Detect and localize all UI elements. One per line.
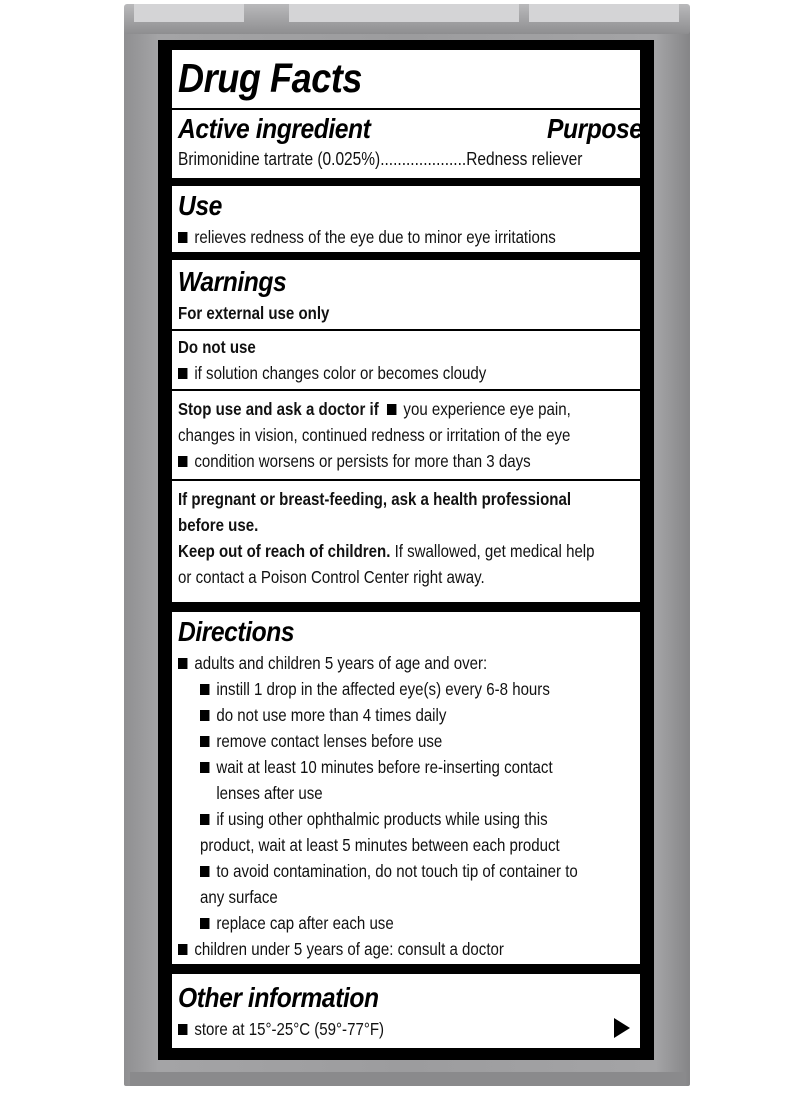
- directions-item-cont: lenses after use: [216, 783, 323, 803]
- pregnant-line-1: If pregnant or breast-feeding, ask a health professional: [178, 489, 572, 509]
- directions-children: children under 5 years of age: consult a doctor: [178, 936, 570, 962]
- directions-item: wait at least 10 minutes before re-inserting contact: [200, 754, 573, 780]
- bullet-square-icon: [178, 232, 187, 243]
- bullet-square-icon: [178, 456, 187, 467]
- directions-adults: adults and children 5 years of age and over:: [178, 650, 570, 676]
- keep-out-line-2: or contact a Poison Control Center right away.: [178, 567, 485, 587]
- active-ingredient-section: [172, 50, 643, 178]
- warnings-section: [172, 260, 640, 602]
- drug-facts-title: Drug Facts: [178, 55, 363, 101]
- bullet-square-icon: [387, 404, 396, 415]
- directions-item: remove contact lenses before use: [200, 728, 573, 754]
- ingredient-leader: ....................: [380, 149, 467, 169]
- warnings-divider-3: [172, 479, 640, 481]
- other-information-section: [172, 974, 640, 1048]
- bullet-square-icon: [178, 658, 187, 669]
- active-ingredient-line: [178, 146, 625, 172]
- warnings-heading: Warnings: [178, 266, 287, 297]
- stop-use-line-2: changes in vision, continued redness or irritation of the eye: [178, 425, 571, 445]
- warnings-divider-2: [172, 389, 640, 391]
- bullet-square-icon: [200, 866, 209, 877]
- stop-use-item-2: condition worsens or persists for more than 3 days: [178, 448, 574, 474]
- carton-bottom: [130, 1072, 686, 1086]
- carton-top: [124, 4, 690, 34]
- carton-flap-right: [529, 4, 679, 22]
- bullet-square-icon: [200, 918, 209, 929]
- do-not-use-heading: Do not use: [178, 337, 256, 357]
- warnings-divider-1: [172, 329, 640, 331]
- directions-item-cont: any surface: [200, 887, 278, 907]
- do-not-use-item: if solution changes color or becomes cloudy: [178, 360, 574, 386]
- bullet-square-icon: [178, 1024, 187, 1035]
- ingredient-name: Brimonidine tartrate (0.025%): [178, 149, 381, 169]
- use-heading: Use: [178, 190, 222, 221]
- directions-item: to avoid contamination, do not touch tip of container to: [200, 858, 573, 884]
- use-item: relieves redness of the eye due to minor eye irritations: [178, 224, 570, 250]
- carton-flap-left: [134, 4, 244, 22]
- triangle-right-icon: [614, 1018, 630, 1038]
- directions-item: instill 1 drop in the affected eye(s) every 6-8 hours: [200, 676, 573, 702]
- stop-use-line: Stop use and ask a doctor if you experience eye pain,: [178, 399, 571, 419]
- directions-item: do not use more than 4 times daily: [200, 702, 573, 728]
- bullet-square-icon: [200, 710, 209, 721]
- keep-out-line-1: Keep out of reach of children. If swallowed, get medical help: [178, 541, 595, 561]
- directions-item: if using other ophthalmic products while using this: [200, 806, 573, 832]
- ingredient-purpose: Redness reliever: [466, 149, 583, 169]
- bullet-square-icon: [178, 944, 187, 955]
- purpose-heading: Purpose: [547, 113, 643, 144]
- use-section: [172, 186, 640, 252]
- other-information-item: store at 15°-25°C (59°-77°F): [178, 1016, 570, 1042]
- bullet-square-icon: [200, 736, 209, 747]
- drug-facts-panel: [158, 40, 654, 1060]
- bullet-square-icon: [200, 762, 209, 773]
- directions-heading: Directions: [178, 616, 295, 647]
- bullet-square-icon: [200, 814, 209, 825]
- directions-section: [172, 612, 640, 964]
- directions-item: replace cap after each use: [200, 910, 573, 936]
- directions-item-cont: product, wait at least 5 minutes between each product: [200, 835, 560, 855]
- carton-flap-center: [289, 4, 519, 22]
- pregnant-line-2: before use.: [178, 515, 259, 535]
- bullet-square-icon: [200, 684, 209, 695]
- active-ingredient-heading: Active ingredient: [178, 113, 371, 144]
- external-use-line: For external use only: [178, 303, 330, 323]
- bullet-square-icon: [178, 368, 187, 379]
- other-information-heading: Other information: [178, 982, 379, 1013]
